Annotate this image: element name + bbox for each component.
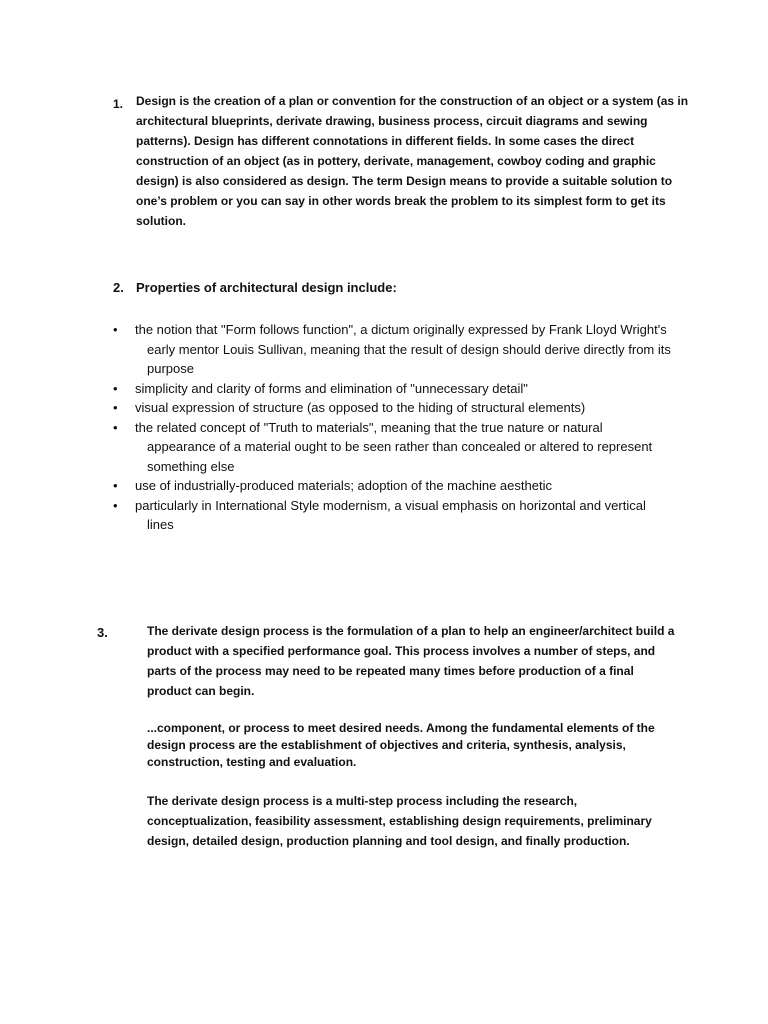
bullet-dot-icon: • [113,497,118,513]
section-1-number: 1. [113,97,124,111]
bullet-item [113,418,673,477]
bullet-text: particularly in International Style modernism, a visual emphasis on horizontal and vertical lines [135,497,646,532]
bullet-item [113,398,673,418]
section-1-text: is the creation of a plan or convention for the construction of an object or a system (as in architectural blueprints, derivate drawing, business process, circuit diagrams and sewing patterns). Design has different connotations in different fields. In some cases the direct construction of an object (as in pottery, derivate, management, cowboy coding and graphic design) is also considered as design. The term Design means to provide a suitable solution to one’s problem or you can say in other words break the problem to its simplest form to get its solution. [136,94,689,228]
section-2-heading: Properties of architectural design include: [136,280,397,295]
section-1-lead-term: Design [136,94,177,108]
bullet-text: simplicity and clarity of forms and elimination of "unnecessary detail" [135,380,528,396]
section-2-number: 2. [113,280,124,295]
properties-bullet-list [113,320,673,535]
section-1-paragraph [136,91,691,231]
bullet-item [113,379,673,399]
bullet-item [113,476,673,496]
bullet-text: visual expression of structure (as opposed to the hiding of structural elements) [135,400,586,415]
bullet-text: the notion that "Form follows function", a dictum originally expressed by Frank Lloyd Wright's early mentor Louis Sullivan, meaning that the result of design should derive directly from its purpose [135,322,671,376]
bullet-dot-icon: • [113,380,118,396]
bullet-item [113,320,673,379]
bullet-item [113,496,673,535]
bullet-dot-icon: • [113,478,118,493]
bullet-dot-icon: • [113,322,118,337]
section-3-paragraph-3: The derivate design process is a multi-step process including the research, conceptualization, feasibility assessment, establishing design requirements, preliminary design, detailed design, production planning and tool design, and finally production. [147,794,652,848]
bullet-text: the related concept of "Truth to materials", meaning that the true nature or natural appearance of a material ought to be seen rather than concealed or altered to represent something else [135,419,653,474]
section-3-number: 3. [97,625,108,640]
section-3-paragraph-1: The derivate design process is the formulation of a plan to help an engineer/architect build a product with a specified performance goal. This process involves a number of steps, and parts of the process may need to be repeated many times before production of a final product can begin. [147,624,675,698]
bullet-dot-icon: • [113,400,118,415]
bullet-dot-icon: • [113,419,118,435]
bullet-text: use of industrially-produced materials; adoption of the machine aesthetic [135,478,552,493]
section-3-paragraph-2: ...component, or process to meet desired needs. Among the fundamental elements of the design process are the establishment of objectives and criteria, synthesis, analysis, construction, testing and evaluation. [147,721,655,769]
